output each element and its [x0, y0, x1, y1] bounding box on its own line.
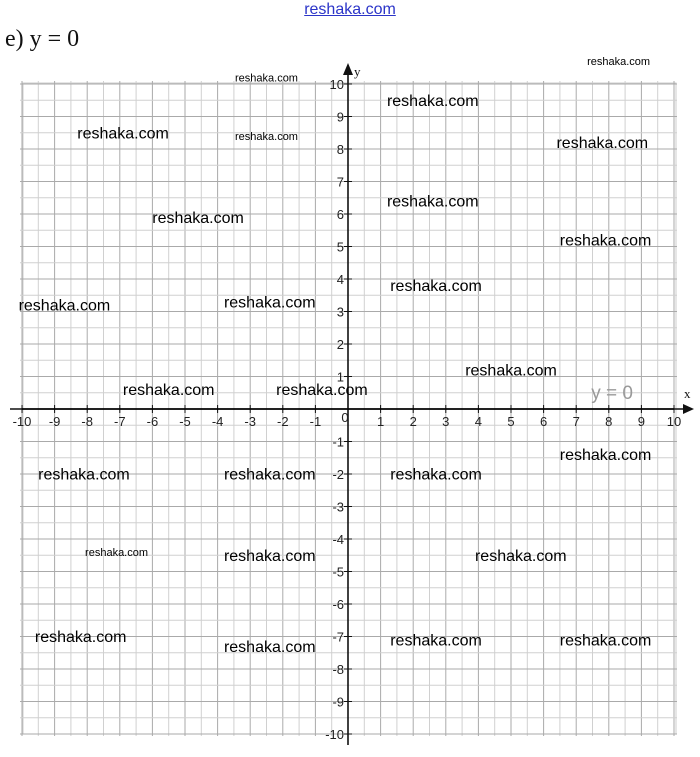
x-tick-label: 1	[376, 414, 385, 429]
watermark-text: reshaka.com	[223, 547, 316, 565]
x-tick-label: 5	[507, 414, 515, 429]
x-tick-label: 7	[572, 414, 580, 429]
watermark-text: reshaka.com	[122, 382, 215, 400]
y-axis-label: y	[354, 64, 361, 79]
watermark-text: reshaka.com	[77, 125, 169, 143]
watermark-text: reshaka.com	[390, 632, 482, 650]
watermark-text: reshaka.com	[18, 297, 111, 315]
watermark-text: reshaka.com	[235, 130, 298, 143]
x-tick-label: -1	[309, 414, 322, 429]
y-tick-label: -10	[325, 727, 344, 742]
site-link[interactable]: reshaka.com	[304, 1, 396, 18]
watermark-text: reshaka.com	[559, 447, 652, 465]
watermark-text: reshaka.com	[390, 278, 482, 296]
x-tick-label: 4	[474, 414, 483, 429]
y-tick-label: 7	[336, 174, 344, 190]
y-tick-label: 9	[336, 109, 344, 125]
y-tick-label: 5	[336, 239, 344, 255]
y-tick-label: -5	[332, 564, 344, 580]
x-tick-label: 6	[539, 414, 548, 429]
y-tick-label: 2	[336, 337, 344, 352]
exercise-caption: e) y = 0	[5, 26, 80, 52]
watermark-text: reshaka.com	[386, 92, 479, 110]
x-tick-label: -10	[12, 414, 32, 429]
x-tick-label: -2	[277, 414, 289, 429]
annotations	[591, 383, 633, 404]
watermark-text: reshaka.com	[223, 638, 316, 656]
y-tick-label: -6	[332, 597, 344, 612]
x-tick-label: -4	[211, 414, 224, 429]
y-tick-label: 6	[336, 207, 344, 222]
watermark-text: reshaka.com	[85, 546, 149, 559]
watermark-text: reshaka.com	[587, 56, 651, 69]
x-axis-label: x	[684, 386, 691, 401]
x-tick-label: -6	[146, 414, 159, 429]
y-tick-label: -1	[332, 434, 344, 450]
x-tick-label: -5	[179, 414, 191, 429]
x-tick-label: -9	[48, 414, 61, 429]
x-tick-label: 2	[409, 414, 417, 429]
y-tick-label: -4	[332, 532, 344, 547]
watermark-text: reshaka.com	[465, 362, 557, 380]
watermark-text: reshaka.com	[34, 629, 127, 647]
watermark-text: reshaka.com	[276, 382, 368, 400]
y-tick-label: -3	[332, 499, 344, 515]
y-tick-label: 10	[329, 77, 344, 92]
watermark-text: reshaka.com	[559, 232, 652, 250]
x-tick-label: 8	[605, 414, 613, 429]
x-tick-label: -3	[244, 414, 256, 429]
y-tick-label: -9	[332, 694, 344, 710]
x-tick-label: -8	[81, 414, 93, 429]
watermark-text: reshaka.com	[386, 193, 479, 211]
watermark-text: reshaka.com	[223, 294, 316, 312]
watermark-text: reshaka.com	[235, 72, 298, 85]
x-tick-label: 3	[442, 414, 450, 429]
watermark-text: reshaka.com	[390, 466, 482, 484]
watermark-text: reshaka.com	[559, 632, 652, 650]
x-tick-label: 10	[666, 414, 682, 429]
watermark-text: reshaka.com	[223, 466, 316, 484]
watermark-text: reshaka.com	[556, 135, 649, 153]
y-tick-label: 8	[336, 142, 344, 157]
y-tick-label: 4	[336, 272, 344, 287]
watermark-text: reshaka.com	[152, 209, 244, 227]
y-tick-label: 1	[336, 369, 344, 385]
watermark-text: reshaka.com	[38, 466, 130, 484]
y-tick-label: -8	[332, 662, 344, 677]
origin-label: 0	[341, 410, 349, 425]
y-tick-label: -2	[332, 467, 344, 482]
y-tick-label: -7	[332, 629, 344, 645]
x-axis-arrow	[683, 404, 694, 414]
watermark-text: reshaka.com	[474, 547, 567, 565]
x-tick-label: 9	[637, 414, 646, 429]
y-axis-arrow	[343, 63, 353, 75]
line-label: y = 0	[591, 382, 633, 404]
x-tick-label: -7	[114, 414, 126, 429]
y-tick-label: 3	[336, 304, 344, 320]
